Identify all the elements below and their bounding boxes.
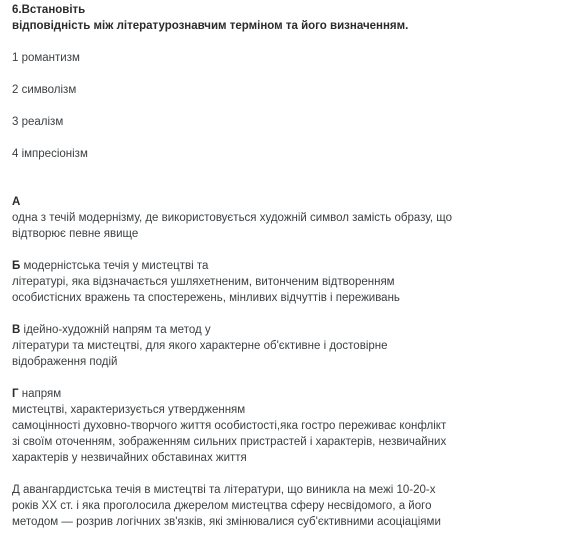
definition-d-text-cont: мистецтві, характеризується утвердженням [12,404,246,416]
definition-d-line1 [12,387,61,401]
task-instruction: відповідність між літературознавчим терміном та його визначенням. [12,20,409,32]
term-3: 3 реалізм [12,116,64,128]
definition-e-text-cont: років ХХ ст. і яка проголосила джерелом мистецтва сферу несвідомого, а його [12,500,432,512]
definition-d-letter: Г [12,388,19,400]
term-1: 1 романтизм [12,52,80,64]
definition-c-line1 [12,323,211,337]
definition-b-text: модерністська течія у мистецтві та [20,260,209,272]
definition-b-text-cont2: особистісних вражень та спостережень, мінливих відчуттів і переживань [12,292,400,304]
definition-a-letter: А [12,196,21,208]
definition-d-text: напрям [18,388,62,400]
definition-c-letter: В [12,324,21,336]
definition-b-letter: Б [12,260,21,272]
definition-e-text: Д авангардистська течія в мистецтві та літератури, що виникла на межі 10-20-х [12,484,436,496]
definition-c-text: ідейно-художній напрям та метод у [20,324,211,336]
definition-d-text-cont2: самоцінності духовно-творчого життя особистості,яка гостро переживає конфлікт [12,420,447,432]
definition-c-text-cont2: відображення подій [12,356,118,368]
definition-e-text-cont2: методом — розрив логічних зв'язків, які змінювалися суб'єктивними асоціаціями [12,516,441,528]
definition-a-text: одна з течій модернізму, де використовується художній символ замість образу, що [12,212,452,224]
definition-b-line1 [12,259,208,273]
term-2: 2 символізм [12,84,77,96]
term-4: 4 імпресіонізм [12,148,88,160]
definition-d-text-cont4: характерів у незвичайних обставинах життя [12,452,247,464]
task-title: 6.Встановіть [12,4,86,16]
definition-a-text-cont: відтворює певне явище [12,228,139,240]
definition-c-text-cont: літератури та мистецтві, для якого характерне об'єктивне і достовірне [12,340,388,352]
definition-d-text-cont3: зі своїм оточенням, зображенням сильних пристрастей і характерів, незвичайних [12,436,447,448]
definition-b-text-cont: літературі, яка відзначається ушляхетненим, витонченим відтворенням [12,276,395,288]
